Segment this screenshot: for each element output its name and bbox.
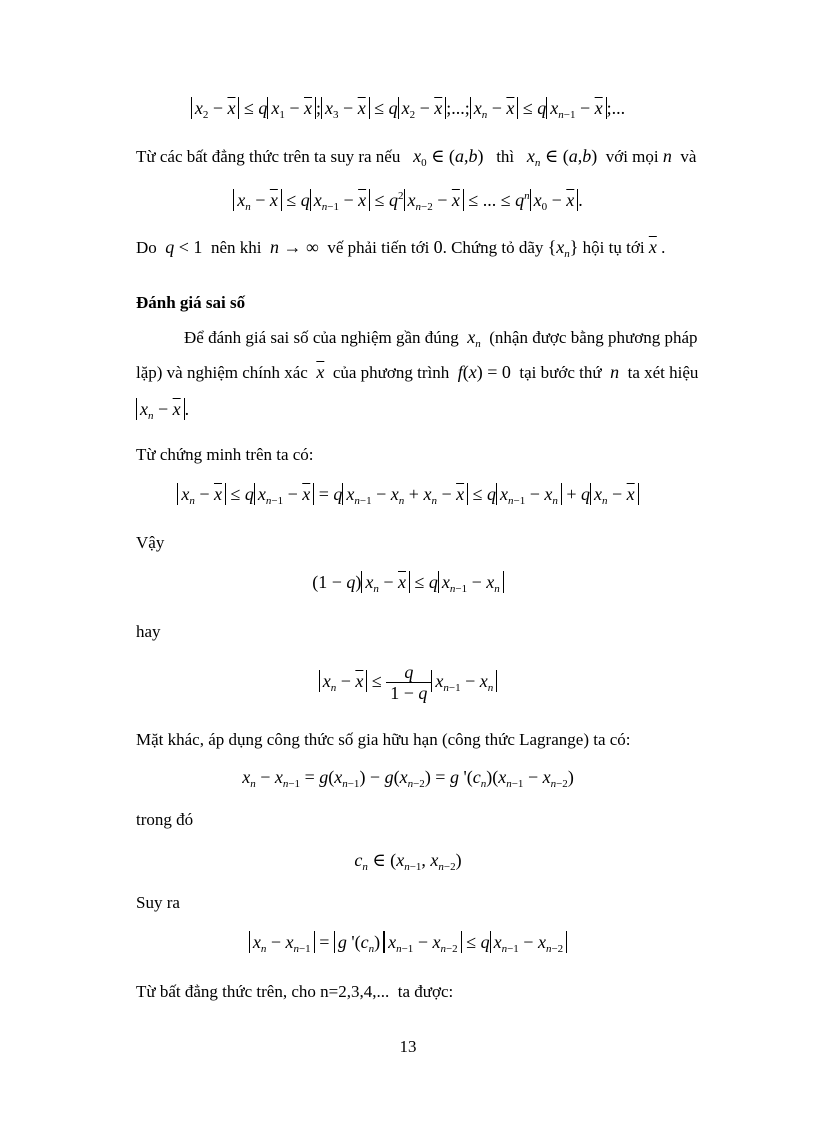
text-fragment: lặp) và nghiệm chính xác	[136, 363, 308, 382]
text-fragment: ta được:	[397, 982, 454, 1001]
equation-contraction-chain: $x_2 - \overline{x} \le q$ $x_1 - \overline{x}$ ; $x_3 - \overline{x} \le q$ $x_2 - \overline{x}$ ;...; $x_n - \overline{x} \le q$ $x_{n-1} - \overline{x}$ ;...	[0, 96, 816, 120]
text-fragment: (nhận được bằng phương pháp	[489, 328, 698, 347]
text-fragment: Do	[136, 238, 157, 257]
text-trong-do: trong đó	[136, 810, 194, 829]
equation-lagrange: $x_n - x_{n-1} = g(x_{n-1}) - g(x_{n-2}) = g$ '$(c_n)(x_{n-1} - x_{n-2})$	[242, 767, 574, 790]
text-suy-ra: Suy ra	[136, 893, 180, 912]
text-final	[136, 980, 453, 1004]
text-fragment: n=2,3,4,...	[320, 982, 390, 1001]
text-line-convergence: Do q < 1 nên khi n → ∞ vế phải tiến tới 0. Chứng tỏ dãy $\{x_n\}$ hội tụ tới $\overline{x}$ .	[136, 237, 666, 260]
text-fragment: nên khi	[210, 238, 262, 257]
proof-intro: Từ chứng minh trên ta có:	[136, 445, 314, 464]
equation-difference-bound: $x_n - x_{n-1} = g$ '$(c_n) x_{n-1} - x_{n-2} \le q$ $x_{n-1} - x_{n-2}$	[0, 930, 816, 954]
equation-geometric-bound: $x_n - \overline{x} \le q$ $x_{n-1} - \overline{x} \le q^2$ $x_{n-2} - \overline{x}$ ≤ ... ≤ $q^n$ $x_0 - \overline{x}$ .	[0, 188, 816, 212]
text-hay: hay	[136, 622, 161, 641]
text-fragment: ta xét hiệu	[627, 363, 699, 382]
page-number: 13	[399, 1037, 417, 1056]
text-fragment: với mọi	[605, 147, 659, 166]
text-fragment: Để đánh giá sai số của nghiệm gần đúng	[184, 328, 459, 347]
paragraph-line-2: lặp) và nghiệm chính xác $\overline{x}$ của phương trình f(x) = 0 tại bước thứ n ta xét hiệu	[136, 362, 699, 382]
text-fragment: thì	[496, 147, 515, 166]
text-fragment: . Chứng tỏ dãy	[442, 238, 544, 257]
equation-cn-interval: $c_n$ ∈ ($x_{n-1}$, $x_{n-2}$)	[354, 850, 462, 873]
paragraph-line-1: Để đánh giá sai số của nghiệm gần đúng $x_n$ (nhận được bằng phương pháp	[184, 327, 698, 350]
text-fragment: của phương trình	[332, 363, 450, 382]
equation-triangle: $x_n - \overline{x} \le q$ $x_{n-1} - \overline{x} = q$ $x_{n-1} - x_n + x_n - \overline{x} \le q$ $x_{n-1} - x_n + q$ $x_n - \overline{x}$	[0, 482, 816, 506]
text-fragment: và	[680, 147, 697, 166]
paragraph-line-3: $x_n - \overline{x}$ .	[136, 397, 189, 421]
section-heading: Đánh giá sai số	[136, 293, 246, 312]
text-fragment: tại bước thứ	[519, 363, 602, 382]
text-fragment: hội tụ tới	[582, 238, 645, 257]
text-fragment: Từ các bất đẳng thức trên ta suy ra nếu	[136, 147, 401, 166]
text-fragment: vế phải tiến tới	[327, 238, 430, 257]
equation-rearranged: (1 − q) $x_n - \overline{x} \le q$ $x_{n-1} - x_n$	[0, 570, 816, 594]
equation-fraction-bound: $x_n - \overline{x}$ ≤ $\frac{q}{1 - q}$ $x_{n-1} - x_n$	[0, 660, 816, 703]
text-lagrange: Mặt khác, áp dụng công thức số gia hữu hạn (công thức Lagrange) ta có:	[136, 730, 631, 749]
text-line-interval: Từ các bất đẳng thức trên ta suy ra nếu $x_0$ ∈ (a,b) thì $x_n$ ∈ (a,b) với mọi n và	[136, 146, 697, 169]
text-vay: Vậy	[136, 533, 165, 552]
text-fragment: Từ bất đẳng thức trên, cho	[136, 982, 316, 1001]
